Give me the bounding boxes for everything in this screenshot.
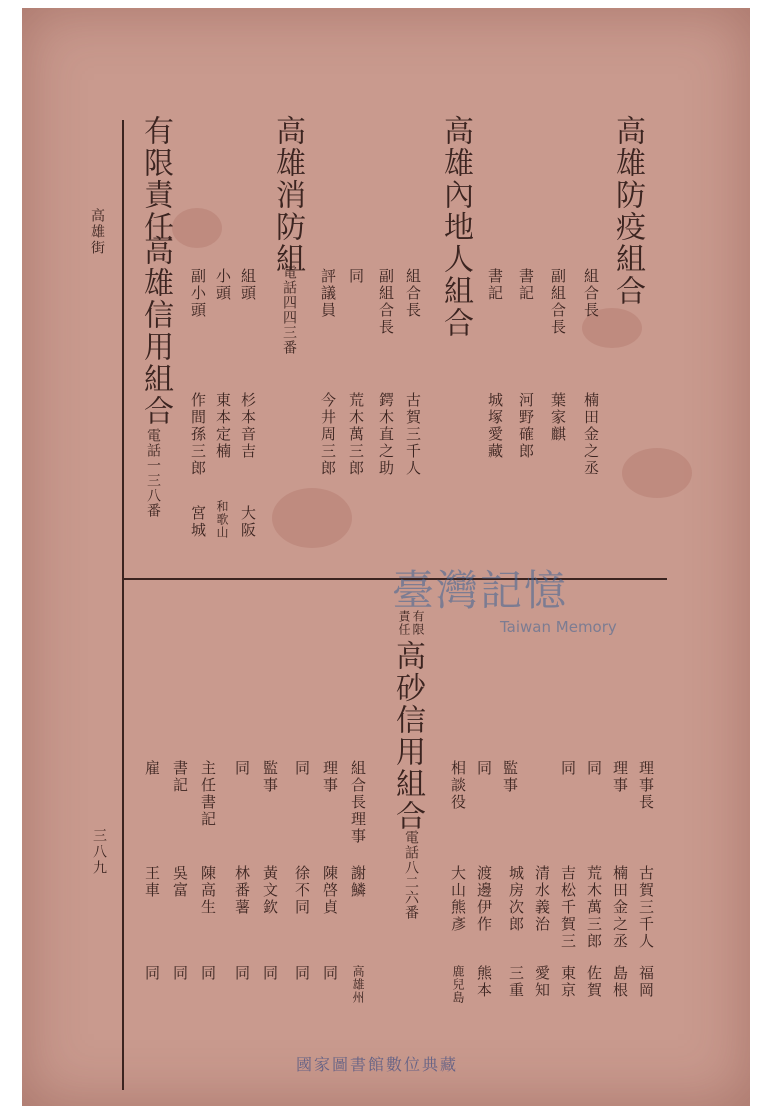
member-name: 陳啓貞 (321, 865, 339, 916)
role-label: 同 (475, 760, 493, 777)
member-name: 吉松千賀三 (559, 865, 577, 950)
member-name: 古賀三千人 (404, 392, 422, 477)
association-prefix: 有限 (411, 610, 425, 636)
member-name: 城房次郎 (507, 865, 525, 933)
stain (622, 448, 692, 498)
phone-number: 電話八二六番 (403, 830, 419, 920)
member-name: 徐不同 (293, 865, 311, 916)
member-name: 王車 (143, 865, 161, 899)
role-label: 書記 (171, 760, 189, 794)
origin: 同 (143, 965, 161, 982)
role-label: 同 (293, 760, 311, 777)
origin: 東京 (559, 965, 577, 999)
role-label: 組合長理事 (349, 760, 367, 845)
member-name: 河野確郎 (517, 392, 535, 460)
phone-number: 電話一三八番 (145, 428, 161, 518)
origin: 三重 (507, 965, 525, 999)
page-number: 三八九 (91, 828, 107, 876)
member-name: 荒木萬三郎 (585, 865, 603, 950)
origin: 鹿兒島 (451, 965, 465, 1004)
origin: 島根 (611, 965, 629, 999)
role-label: 副組合長 (377, 268, 395, 336)
role-label: 副小頭 (189, 268, 207, 319)
role-label: 監事 (261, 760, 279, 794)
association-prefix: 責任 (397, 610, 411, 636)
member-name: 清水義治 (533, 865, 551, 933)
phone-number: 電話四四三番 (281, 265, 297, 355)
member-name: 渡邊伊作 (475, 865, 493, 933)
association-name: 有限責任 (138, 115, 173, 243)
origin: 大阪 (239, 505, 257, 539)
role-label: 評議員 (319, 268, 337, 319)
origin: 同 (233, 965, 251, 982)
origin: 熊本 (475, 965, 493, 999)
member-name: 大山熊彥 (449, 865, 467, 933)
association-name: 高雄防疫組合 (610, 115, 645, 307)
origin: 同 (293, 965, 311, 982)
origin: 和歌山 (215, 500, 229, 539)
origin: 同 (321, 965, 339, 982)
role-label: 書記 (486, 268, 504, 302)
role-label: 理事 (611, 760, 629, 794)
member-name: 陳高生 (199, 865, 217, 916)
margin-rule (122, 120, 124, 1090)
role-label: 組頭 (239, 268, 257, 302)
book-title: 高雄街 (89, 208, 105, 256)
role-label: 雇 (143, 760, 161, 777)
member-name: 荒木萬三郎 (347, 392, 365, 477)
role-label: 同 (585, 760, 603, 777)
watermark-title: 臺灣記憶 (392, 566, 569, 615)
association-name: 高雄信用組合 (138, 235, 173, 427)
role-label: 監事 (501, 760, 519, 794)
watermark-footer: 國家圖書館數位典藏 (296, 1055, 459, 1074)
stain (172, 208, 222, 248)
origin: 愛知 (533, 965, 551, 999)
association-name: 高雄內地人組合 (438, 115, 473, 339)
member-name: 古賀三千人 (637, 865, 655, 950)
member-name: 城塚愛藏 (486, 392, 504, 460)
origin: 同 (199, 965, 217, 982)
role-label: 副組合長 (549, 268, 567, 336)
association-name: 高雄消防組 (270, 115, 305, 275)
member-name: 謝鱗 (349, 865, 367, 899)
member-name: 林番薯 (233, 865, 251, 916)
member-name: 葉家麒 (549, 392, 567, 443)
role-label: 理事 (321, 760, 339, 794)
role-label: 理事長 (637, 760, 655, 811)
role-label: 相談役 (449, 760, 467, 811)
stain (272, 488, 352, 548)
member-name: 楠田金之丞 (611, 865, 629, 950)
member-name: 杉本音吉 (239, 392, 257, 460)
role-label: 小頭 (214, 268, 232, 302)
origin: 同 (261, 965, 279, 982)
member-name: 今井周三郎 (319, 392, 337, 477)
role-label: 主任書記 (199, 760, 217, 828)
association-name: 高砂信用組合 (390, 640, 425, 832)
origin: 宮城 (189, 505, 207, 539)
origin: 高雄州 (351, 965, 365, 1004)
member-name: 楠田金之丞 (582, 392, 600, 477)
member-name: 吳富 (171, 865, 189, 899)
role-label: 同 (233, 760, 251, 777)
role-label: 同 (347, 268, 365, 285)
role-label: 同 (559, 760, 577, 777)
role-label: 書記 (517, 268, 535, 302)
member-name: 作間孫三郎 (189, 392, 207, 477)
role-label: 組合長 (404, 268, 422, 319)
origin: 福岡 (637, 965, 655, 999)
member-name: 黃文欽 (261, 865, 279, 916)
watermark-subtitle: Taiwan Memory (500, 618, 617, 636)
origin: 佐賀 (585, 965, 603, 999)
member-name: 鍔木直之助 (377, 392, 395, 477)
origin: 同 (171, 965, 189, 982)
role-label: 組合長 (582, 268, 600, 319)
member-name: 東本定楠 (214, 392, 232, 460)
